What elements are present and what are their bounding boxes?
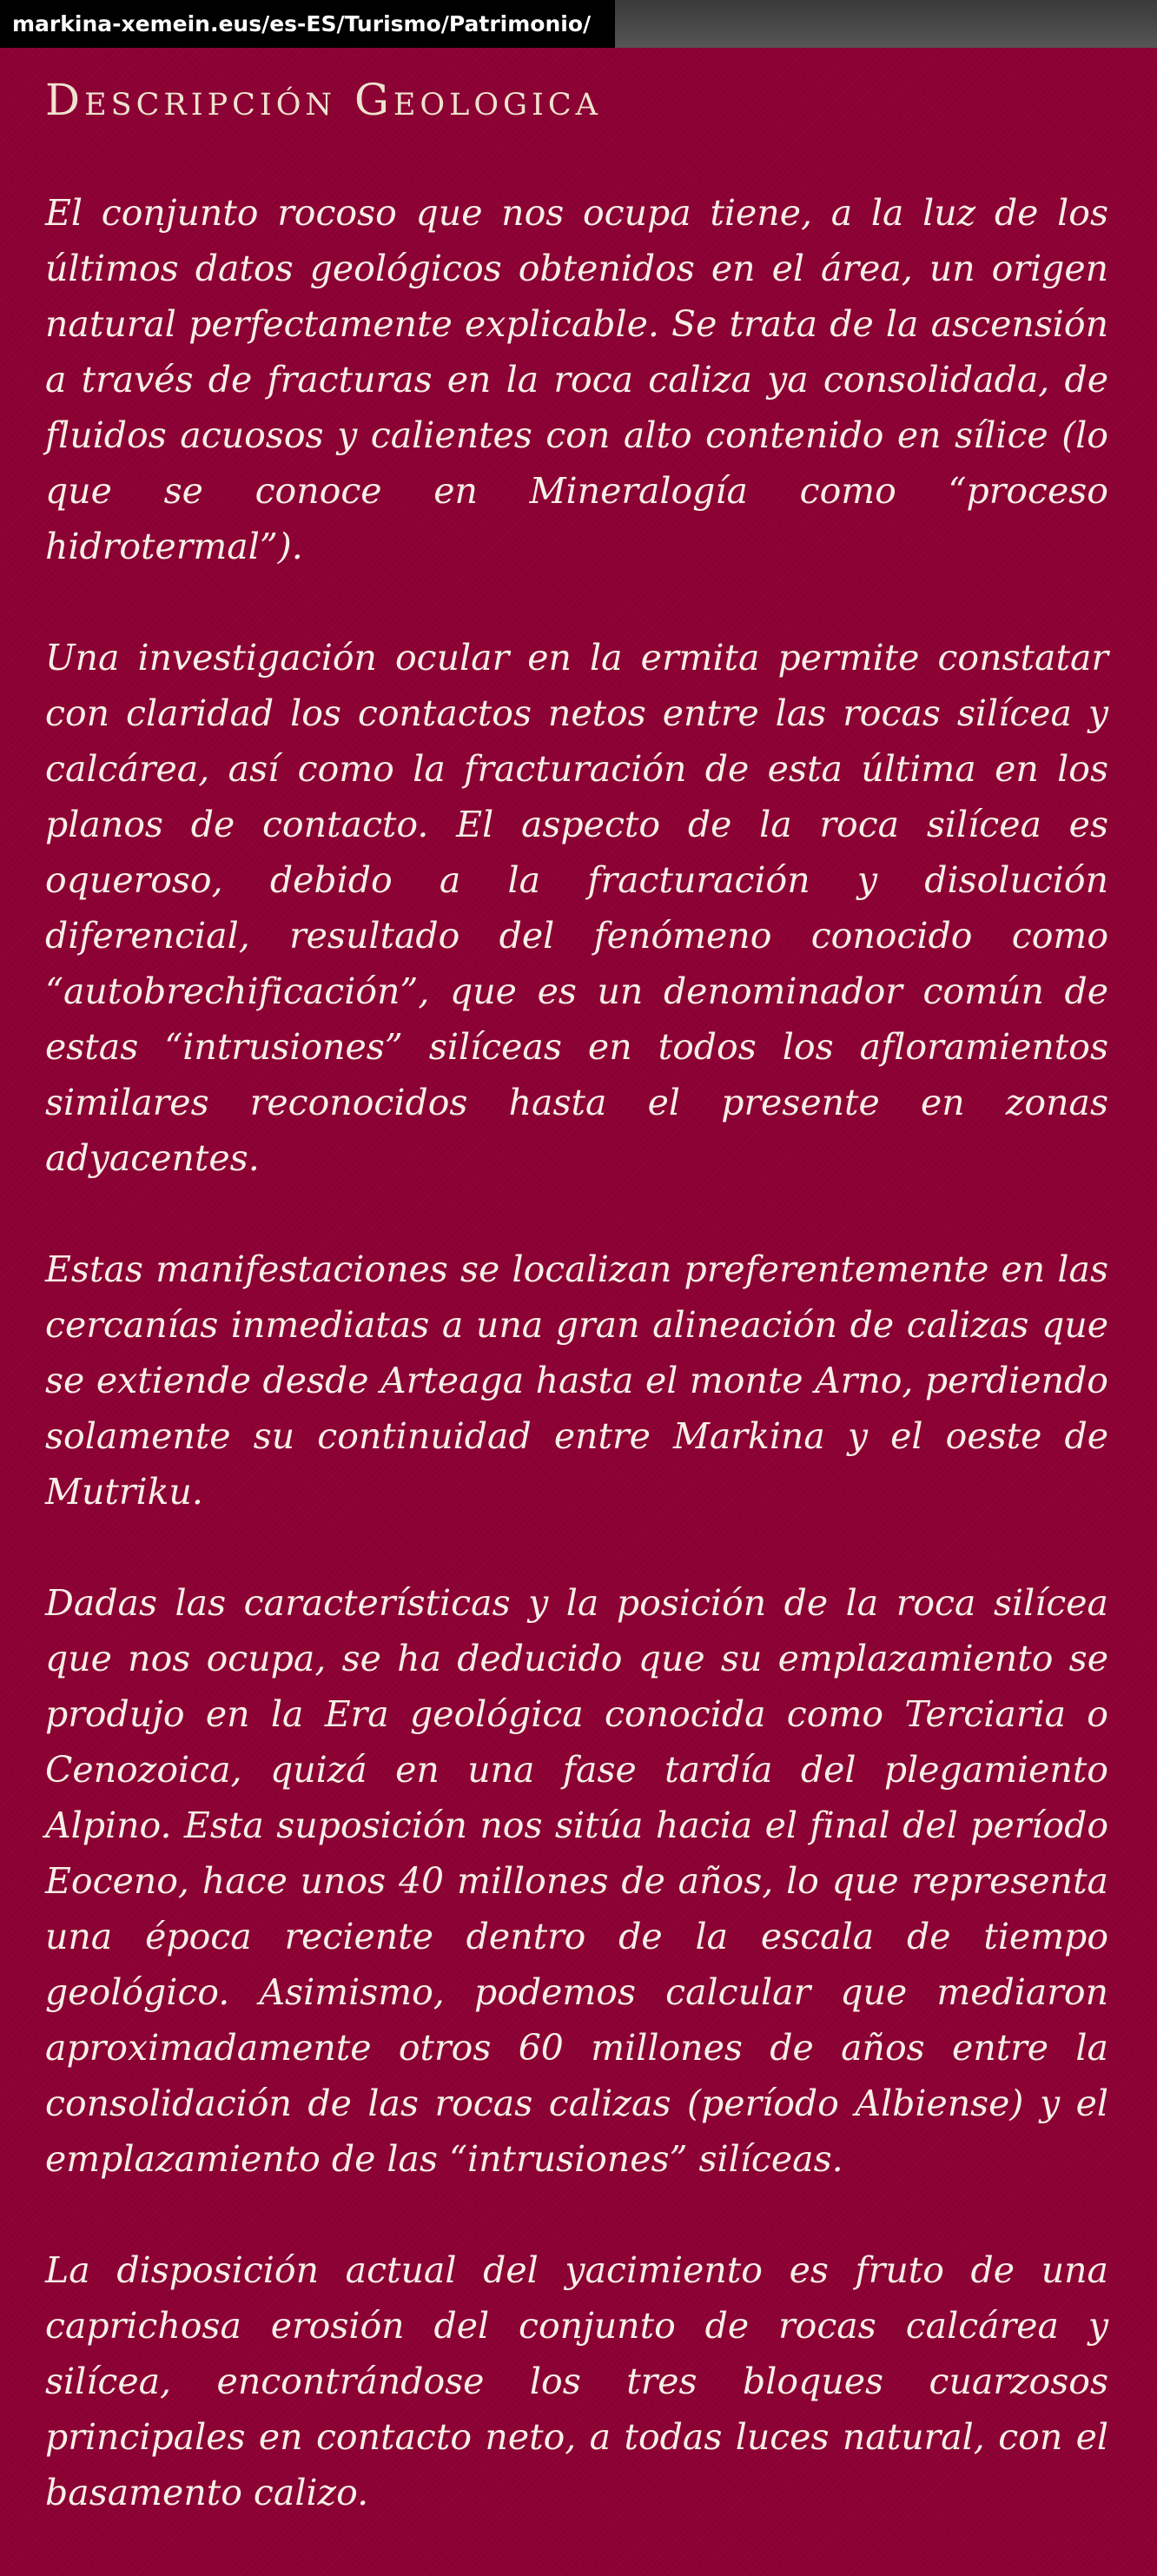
paragraph-4: Dadas las características y la posición de la roca silícea que nos ocupa, se ha deducido que su emplazamiento se produjo en la Era geológica conocida como Terciaria o Cenozoica, quizá en una fase tardía del plegamiento Alpino. Esta suposición nos sitúa hacia el final del período Eoceno, hace unos 40 millones de años, lo que representa una época reciente dentro de la escala de tiempo geológico. Asimismo, podemos calcular que mediaron aproximadamente otros 60 millones de años entre la consolidación de las rocas calizas (período Albiense) y el emplazamiento de las “intrusiones” silíceas. [45,1582,1108,2180]
page-title: Descripción Geologica [45,75,602,125]
article-body [45,185,1108,2576]
address-bar[interactable]: markina-xemein.eus/es-ES/Turismo/Patrimonio/ [0,0,615,48]
paragraph-2: Una investigación ocular en la ermita permite constatar con claridad los contactos netos entre las rocas silícea y calcárea, así como la fracturación de esta última en los planos de contacto. El aspecto de la roca silícea es oqueroso, debido a la fracturación y disolución diferencial, resultado del fenómeno conocido como “autobrechificación”, que es un denominador común de estas “intrusiones” silíceas en todos los afloramientos similares reconocidos hasta el presente en zonas adyacentes. [45,637,1108,1179]
paragraph-1: El conjunto rocoso que nos ocupa tiene, a la luz de los últimos datos geológicos obtenidos en el área, un origen natural perfectamente explicable. Se trata de la ascensión a través de fracturas en la roca caliza ya consolidada, de fluidos acuosos y calientes con alto contenido en sílice (lo que se conoce en Mineralogía como “proceso hidrotermal”). [45,192,1108,567]
paragraph-5: La disposición actual del yacimiento es fruto de una caprichosa erosión del conjunto de rocas calcárea y silícea, encontrándose los tres bloques cuarzosos principales en contacto neto, a todas luces natural, con el basamento calizo. [45,2249,1108,2513]
paragraph-3: Estas manifestaciones se localizan preferentemente en las cercanías inmediatas a una gran alineación de calizas que se extiende desde Arteaga hasta el monte Arno, perdiendo solamente su continuidad entre Markina y el oeste de Mutriku. [45,1248,1108,1513]
